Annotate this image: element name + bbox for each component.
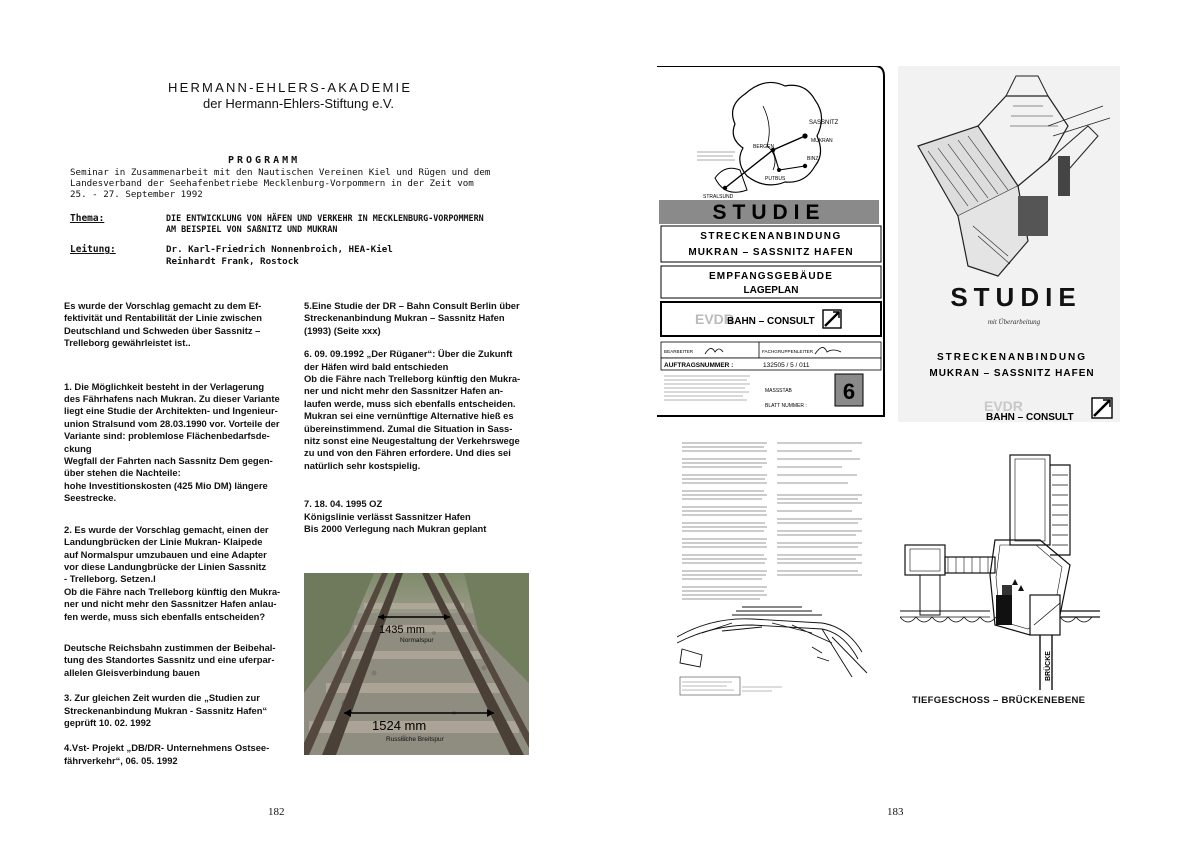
- map-label-sassnitz: SASSNITZ: [809, 120, 839, 126]
- map-label-mukran: MUKRAN: [811, 138, 833, 144]
- map-label-binz: BINZ: [807, 156, 819, 162]
- right-text-column: [304, 300, 534, 536]
- cover1-route: MUKRAN – SASSNITZ HAFEN: [688, 247, 854, 258]
- cover2-consult: BAHN – CONSULT: [986, 412, 1074, 422]
- cover1-consult: BAHN – CONSULT: [727, 316, 815, 327]
- cover2-handwritten-note: mit Überarbeitung: [987, 318, 1041, 326]
- floorplan-caption: TIEFGESCHOSS – BRÜCKENEBENE: [912, 695, 1086, 706]
- floorplan-bruecke-label: BRÜCKE: [1045, 651, 1052, 681]
- cover1-sheet-number: 6: [842, 379, 856, 404]
- paragraph-4: 4.Vst- Projekt „DB/DR- Unternehmens Ostsee- fährverkehr“, 06. 05. 1992: [64, 742, 270, 766]
- floor-plan-drawing: [900, 445, 1100, 690]
- cover1-auftrag-label: AUFTRAGSNUMMER :: [664, 362, 734, 369]
- page-number-left: 182: [268, 806, 285, 818]
- paragraph-7: 7. 18. 04. 1995 OZ Königslinie verlässt Sassnitzer Hafen Bis 2000 Verlegung nach Mukran geplant: [304, 498, 487, 535]
- paragraph-5: 5.Eine Studie der DR – Bahn Consult Berlin über Streckenanbindung Mukran – Sassnitz Hafen (1993) (Seite xxx): [304, 300, 520, 336]
- map-label-stralsund: STRALSUND: [703, 194, 734, 200]
- cover2-logo-icon: [1092, 398, 1112, 418]
- map-label-putbus: PUTBUS: [765, 176, 786, 182]
- cover1-massstab: MASSSTAB: [765, 388, 792, 394]
- paragraph-3: 3. Zur gleichen Zeit wurden die „Studien zur Streckenanbindung Mukran - Sassnitz Hafen“ geprüft 10. 02. 1992: [64, 692, 268, 728]
- paragraph-1: 1. Die Möglichkeit besteht in der Verlagerung des Fährhafens nach Mukran. Zu dieser Variante liegt eine Studie der Architekten- und Ingenieur- union Stralsund vom 28.03.1990 vor. Vorteile der Variante sind: problemlose Flächenbedarfsde- ckung Wegfall der Fahrten nach Sassnitz Dem gegen- über stehen die Nachteile: hohe Investitionskosten (425 Mio DM) längere Seestrecke.: [64, 380, 280, 504]
- page-number-right: 183: [887, 806, 904, 818]
- cover2-studie: STUDIE: [950, 282, 1082, 312]
- thema-text: DIE ENTWICKLUNG VON HÄFEN UND VERKEHR IN MECKLENBURG-VORPOMMERN AM BEISPIEL VON SAßNITZ UND MUKRAN: [166, 213, 484, 234]
- paragraph-2: 2. Es wurde der Vorschlag gemacht, einen der Landungbrücken der Linie Mukran- Klaipede auf Normalspur umzubauen und eine Adapter vor diese Landungbrücke der Linien Sassnitz - Trelleborg. Setzen.l Ob die Fähre nach Trelleborg künftig den Mukra- ner und nicht mehr den Sassnitzer Hafen anlau- fen werde, muss sich ebenfalls entscheiden?: [64, 523, 281, 622]
- thema-label: Thema:: [70, 213, 105, 224]
- programm-text: Seminar in Zusammenarbeit mit den Nautischen Vereinen Kiel und Rügen und dem Landesverband der Seehafenbetriebe Mecklenburg-Vorpommern in der Zeit vom 25. - 27. September 1992: [70, 167, 491, 201]
- leitung-label: Leitung:: [70, 244, 116, 255]
- cover1-lageplan: LAGEPLAN: [743, 285, 799, 296]
- cover1-streckenanbindung: STRECKENANBINDUNG: [700, 231, 842, 242]
- study-cover-perspective: [898, 66, 1120, 422]
- paragraph-6: 6. 09. 09.1992 „Der Rüganer“: Über die Zukunft der Häfen wird bald entschieden Ob die Fähre nach Trelleborg künftig den Mukra- ner und nicht mehr den Sassnitzer Hafen an- laufen werde, muss sich ebenfalls entscheiden. Mukran sei eine vernünftige Alternative hieß es übereinstimmend. Zumal die Situation in Sass- nitz sonst eine Neugestaltung der Verkehrswege zu und von den Fähren erfordere. Und dies sei natürlich sehr kostspielig.: [304, 348, 521, 471]
- svg-text:EVDR: EVDR: [695, 311, 734, 327]
- cover1-auftrag-value: 132505 / 5 / 011: [763, 362, 810, 369]
- gauge-sub-standard: Normalspur: [400, 637, 434, 644]
- gauge-label-standard: 1435 mm: [379, 624, 425, 636]
- paragraph-reichsbahn: Deutsche Reichsbahn zustimmen der Beibehal- tung des Standortes Sassnitz und eine uferpar- allelen Gleisverbindung bauen: [64, 641, 276, 678]
- leitung-text: Dr. Karl-Friedrich Nonnenbroich, HEA-Kiel Reinhardt Frank, Rostock: [166, 244, 393, 267]
- document-page-thumbnail: [672, 437, 872, 699]
- cover1-empfangsgebaeude: EMPFANGSGEBÄUDE: [708, 271, 834, 282]
- academy-foundation: der Hermann-Ehlers-Stiftung e.V.: [203, 96, 395, 111]
- cover1-fachgruppenleiter: FACHGRUPPENLEITER: [762, 349, 814, 354]
- cover1-blatt: BLATT NUMMER :: [765, 403, 807, 409]
- map-label-bergen: BERGEN: [753, 144, 775, 150]
- left-text-column: [64, 300, 289, 767]
- programm-title: PROGRAMM: [228, 155, 301, 166]
- bahn-consult-logo-icon: [823, 310, 841, 328]
- academy-name: HERMANN-EHLERS-AKADEMIE: [168, 80, 413, 95]
- cover2-streckenanbindung: STRECKENANBINDUNG: [936, 352, 1088, 363]
- gauge-sub-broad: Russische Breitspur: [386, 736, 444, 743]
- cover1-bearbeiter: BEARBEITER: [664, 349, 694, 354]
- track-gauge-photo: [304, 573, 529, 755]
- study-cover-lageplan: [655, 66, 885, 418]
- gauge-label-broad: 1524 mm: [372, 718, 427, 733]
- svg-text:EVDR: EVDR: [984, 398, 1023, 414]
- cover1-studie: STUDIE: [712, 201, 826, 224]
- cover2-route: MUKRAN – SASSNITZ HAFEN: [929, 368, 1095, 379]
- paragraph-intro: Es wurde der Vorschlag gemacht zu dem Ef- fektivität und Rentabilität der Linie zwischen Deutschland und Schweden über Sassnitz – Trelleborg gewährleistet ist..: [64, 300, 262, 349]
